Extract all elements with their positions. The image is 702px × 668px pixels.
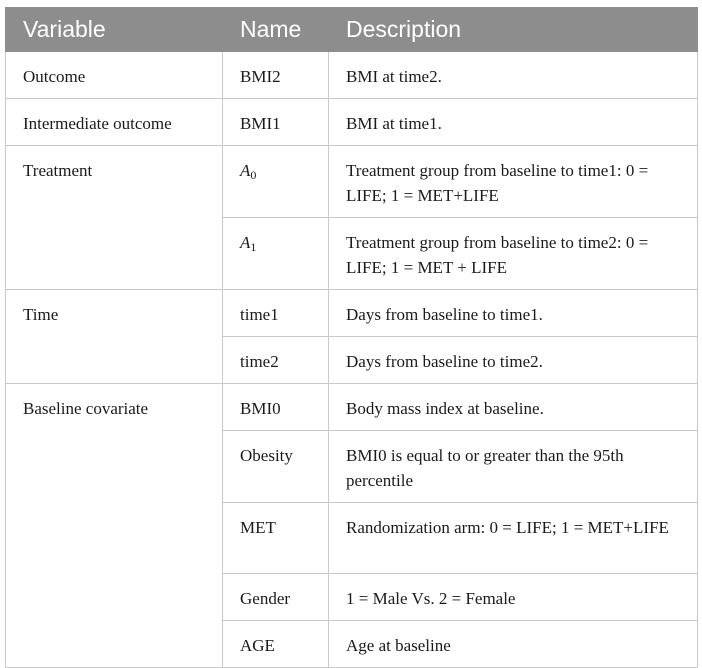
variable-description: Body mass index at baseline.	[329, 384, 698, 431]
name-subscript: 0	[250, 168, 257, 182]
name-subscript: 1	[250, 240, 257, 254]
variables-table	[5, 7, 698, 668]
variable-name: Obesity	[223, 431, 329, 503]
header-row	[6, 8, 698, 52]
name-base: A	[240, 233, 251, 252]
variable-name	[223, 218, 329, 290]
group-label: Intermediate outcome	[6, 99, 223, 146]
variable-description: Days from baseline to time2.	[329, 337, 698, 384]
header-name: Name	[223, 8, 329, 52]
variable-name: time2	[223, 337, 329, 384]
variable-name: BMI1	[223, 99, 329, 146]
table-row	[6, 384, 698, 431]
variable-name: AGE	[223, 621, 329, 668]
variable-name: BMI0	[223, 384, 329, 431]
variable-description: 1 = Male Vs. 2 = Female	[329, 574, 698, 621]
header-description: Description	[329, 8, 698, 52]
variable-name	[223, 146, 329, 218]
variable-description: Days from baseline to time1.	[329, 290, 698, 337]
group-label: Treatment	[6, 146, 223, 290]
table-row	[6, 290, 698, 337]
table-row	[6, 99, 698, 146]
table-row	[6, 146, 698, 218]
variable-description: BMI at time1.	[329, 99, 698, 146]
variable-description: Treatment group from baseline to time2: 0 = LIFE; 1 = MET + LIFE	[329, 218, 698, 290]
name-base: A	[240, 161, 251, 180]
group-label: Outcome	[6, 52, 223, 99]
variable-description: Treatment group from baseline to time1: 0 = LIFE; 1 = MET+LIFE	[329, 146, 698, 218]
variable-description: BMI at time2.	[329, 52, 698, 99]
table-row	[6, 52, 698, 99]
variable-description: Randomization arm: 0 = LIFE; 1 = MET+LIFE	[329, 503, 698, 574]
group-label: Time	[6, 290, 223, 384]
variable-name: Gender	[223, 574, 329, 621]
variable-name: BMI2	[223, 52, 329, 99]
variable-name: MET	[223, 503, 329, 574]
header-variable: Variable	[6, 8, 223, 52]
variable-description: BMI0 is equal to or greater than the 95th percentile	[329, 431, 698, 503]
variable-name: time1	[223, 290, 329, 337]
group-label: Baseline covariate	[6, 384, 223, 668]
variable-description: Age at baseline	[329, 621, 698, 668]
